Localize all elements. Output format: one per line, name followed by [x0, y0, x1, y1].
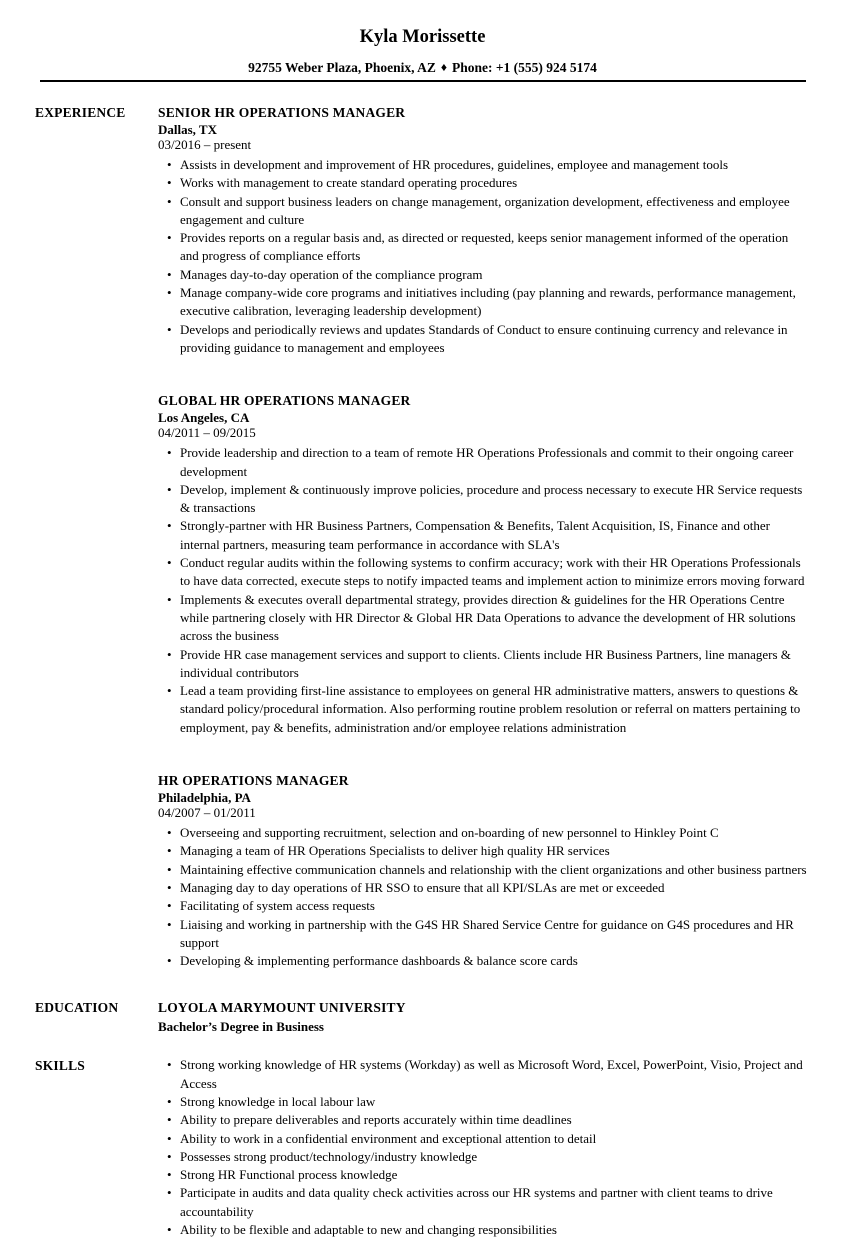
- bullet-item: • Strongly-partner with HR Business Partners, Compensation & Benefits, Talent Acquisition, IS, Finance and other internal partners, measuring team performance in accordance with SLA's: [167, 517, 810, 554]
- bullet-item: • Strong knowledge in local labour law: [167, 1093, 810, 1111]
- bullet-item: • Developing & implementing performance dashboards & balance score cards: [167, 952, 810, 970]
- bullet-item: • Facilitating of system access requests: [167, 897, 810, 915]
- bullet-item: • Conduct regular audits within the following systems to confirm accuracy; work with their HR Operations Professionals to have data corrected, execute steps to notify impacted teams and implement action to minimize errors moving forward: [167, 554, 810, 591]
- bullet-item: • Liaising and working in partnership with the G4S HR Shared Service Centre for guidance on G4S procedures and HR support: [167, 916, 810, 953]
- job-entry: [158, 103, 810, 357]
- header-rule: [40, 80, 806, 82]
- bullet-item: • Overseeing and supporting recruitment, selection and on-boarding of new personnel to Hinkley Point C: [167, 824, 810, 842]
- jobs-container: [158, 103, 810, 970]
- bullet-item: • Manages day-to-day operation of the compliance program: [167, 266, 810, 284]
- contact-address: 92755 Weber Plaza, Phoenix, AZ: [248, 60, 436, 75]
- education-section: [35, 998, 810, 1035]
- bullet-item: • Provide HR case management services and support to clients. Clients include HR Business Partners, line managers & individual contributors: [167, 646, 810, 683]
- diamond-separator-icon: ♦: [440, 60, 447, 74]
- bullet-item: • Assists in development and improvement of HR procedures, guidelines, employee and management tools: [167, 156, 810, 174]
- section-label-skills: SKILLS: [35, 1058, 85, 1074]
- job-dates: 04/2007 – 01/2011: [158, 805, 256, 821]
- bullet-item: • Strong HR Functional process knowledge: [167, 1166, 810, 1184]
- skills-bullet-list: [158, 1056, 810, 1239]
- job-title: GLOBAL HR OPERATIONS MANAGER: [158, 393, 411, 409]
- person-name: Kyla Morissette: [359, 27, 486, 47]
- bullet-item: • Possesses strong product/technology/industry knowledge: [167, 1148, 810, 1166]
- contact-phone: Phone: +1 (555) 924 5174: [451, 60, 597, 75]
- bullet-item: • Manage company-wide core programs and initiatives including (pay planning and rewards, performance management, executive calibration, leveraging leadership development): [167, 284, 810, 321]
- bullet-item: • Strong working knowledge of HR systems (Workday) as well as Microsoft Word, Excel, PowerPoint, Visio, Project and Access: [167, 1056, 810, 1093]
- job-location: Philadelphia, PA: [158, 790, 251, 806]
- job-dates: 03/2016 – present: [158, 137, 252, 152]
- resume-header: [35, 26, 810, 82]
- job-entry: [158, 771, 810, 970]
- bullet-item: • Maintaining effective communication channels and relationship with the client organizations and other business partners: [167, 861, 810, 879]
- bullet-item: • Managing day to day operations of HR SSO to ensure that all KPI/SLAs are met or exceeded: [167, 879, 810, 897]
- bullet-item: • Works with management to create standard operating procedures: [167, 174, 810, 192]
- contact-line: [35, 60, 810, 76]
- job-title: HR OPERATIONS MANAGER: [158, 773, 349, 789]
- job-location: Dallas, TX: [158, 122, 217, 137]
- job-location: Los Angeles, CA: [158, 410, 250, 426]
- school-name: LOYOLA MARYMOUNT UNIVERSITY: [158, 1000, 406, 1016]
- skills-section: [35, 1056, 810, 1239]
- job-title: SENIOR HR OPERATIONS MANAGER: [158, 105, 406, 120]
- bullet-item: • Lead a team providing first-line assistance to employees on general HR administrative matters, answers to questions & standard policy/procedural information. Also performing routine problem resolution or referral on matters pertaining to employment, pay & benefits, administration and/or employee relations administration: [167, 682, 810, 737]
- bullet-item: • Ability to work in a confidential environment and exceptional attention to detail: [167, 1130, 810, 1148]
- bullet-item: • Develop, implement & continuously improve policies, procedure and process necessary to execute HR Service requests & transactions: [167, 481, 810, 518]
- job-bullet-list: [158, 824, 810, 970]
- experience-section: [35, 103, 810, 970]
- job-bullet-list: [158, 156, 810, 357]
- job-entry: [158, 391, 810, 737]
- bullet-item: • Provide leadership and direction to a team of remote HR Operations Professionals and commit to their ongoing career development: [167, 444, 810, 481]
- bullet-item: • Implements & executes overall departmental strategy, provides direction & guidelines for the HR Operations Centre while partnering closely with HR Director & Global HR Data Operations to advance the development of HR solutions across the business: [167, 591, 810, 646]
- bullet-item: • Ability to prepare deliverables and reports accurately within time deadlines: [167, 1111, 810, 1129]
- bullet-item: • Managing a team of HR Operations Specialists to deliver high quality HR services: [167, 842, 810, 860]
- bullet-item: • Participate in audits and data quality check activities across our HR systems and partner with client teams to drive accountability: [167, 1184, 810, 1221]
- degree-name: Bachelor’s Degree in Business: [158, 1019, 324, 1035]
- bullet-item: • Consult and support business leaders on change management, organization development, effectiveness and employee engagement and culture: [167, 193, 810, 230]
- job-bullet-list: [158, 444, 810, 737]
- skills-content: [158, 1056, 810, 1239]
- bullet-item: • Ability to be flexible and adaptable to new and changing responsibilities: [167, 1221, 810, 1239]
- bullet-item: • Provides reports on a regular basis and, as directed or requested, keeps senior management informed of the operation and progress of compliance efforts: [167, 229, 810, 266]
- section-label-education: EDUCATION: [35, 1000, 119, 1016]
- section-label-experience: EXPERIENCE: [35, 105, 126, 120]
- job-dates: 04/2011 – 09/2015: [158, 425, 256, 441]
- bullet-item: • Develops and periodically reviews and updates Standards of Conduct to ensure continuing currency and relevance in providing guidance to management and employees: [167, 321, 810, 358]
- education-content: [158, 998, 810, 1035]
